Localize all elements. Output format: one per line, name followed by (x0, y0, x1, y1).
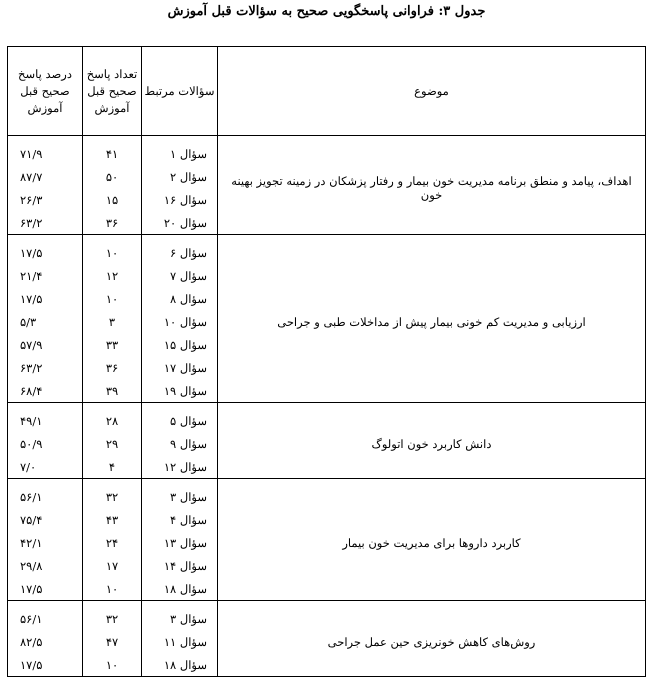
table-caption: جدول ۳: فراوانی پاسخگویی صحیح به سؤالات قبل آموزش (167, 4, 486, 19)
count-cell: ۳۲ (83, 479, 142, 509)
percent-cell: ۷۵/۴ (8, 508, 83, 531)
question-cell: سؤال ۹ (142, 432, 218, 455)
topic-cell: روش‌های کاهش خونریزی حین عمل جراحی (218, 601, 646, 677)
percent-cell: ۲۱/۴ (8, 264, 83, 287)
question-cell: سؤال ۵ (142, 403, 218, 433)
header-topic: موضوع (218, 47, 646, 136)
question-cell: سؤال ۲۰ (142, 211, 218, 235)
count-cell: ۱۷ (83, 554, 142, 577)
topic-cell: ارزیابی و مدیریت کم خونی بیمار پیش از مداخلات طبی و جراحی (218, 235, 646, 403)
percent-cell: ۶۳/۲ (8, 211, 83, 235)
question-cell: سؤال ۴ (142, 508, 218, 531)
table-row (8, 403, 646, 433)
count-cell: ۱۰ (83, 653, 142, 677)
percent-cell: ۸۲/۵ (8, 630, 83, 653)
question-cell: سؤال ۱۸ (142, 653, 218, 677)
percent-cell: ۶۸/۴ (8, 379, 83, 403)
question-cell: سؤال ۱۹ (142, 379, 218, 403)
table-row (8, 235, 646, 265)
table-row (8, 479, 646, 509)
percent-cell: ۱۷/۵ (8, 235, 83, 265)
percent-cell: ۸۷/۷ (8, 165, 83, 188)
question-cell: سؤال ۱۰ (142, 310, 218, 333)
percent-cell: ۲۶/۳ (8, 188, 83, 211)
percent-cell: ۵۶/۱ (8, 601, 83, 631)
count-cell: ۱۵ (83, 188, 142, 211)
header-percent: درصد پاسخ صحیح قبل آموزش (8, 47, 83, 136)
question-cell: سؤال ۲ (142, 165, 218, 188)
count-cell: ۴۷ (83, 630, 142, 653)
table-body (8, 136, 646, 677)
percent-cell: ۵/۳ (8, 310, 83, 333)
count-cell: ۱۲ (83, 264, 142, 287)
percent-cell: ۶۳/۲ (8, 356, 83, 379)
header-questions: سؤالات مرتبط (142, 47, 218, 136)
count-cell: ۱۰ (83, 287, 142, 310)
count-cell: ۴ (83, 455, 142, 479)
percent-cell: ۴۲/۱ (8, 531, 83, 554)
question-cell: سؤال ۳ (142, 479, 218, 509)
percent-cell: ۷۱/۹ (8, 136, 83, 166)
question-cell: سؤال ۱۴ (142, 554, 218, 577)
percent-cell: ۱۷/۵ (8, 577, 83, 601)
topic-cell: دانش کاربرد خون اتولوگ (218, 403, 646, 479)
count-cell: ۳ (83, 310, 142, 333)
topic-cell: اهداف، پیامد و منطق برنامه مدیریت خون بیمار و رفتار پزشکان در زمینه تجویز بهینه خون (218, 136, 646, 235)
percent-cell: ۵۷/۹ (8, 333, 83, 356)
question-cell: سؤال ۱۳ (142, 531, 218, 554)
count-cell: ۳۶ (83, 356, 142, 379)
results-table (7, 46, 646, 677)
question-cell: سؤال ۸ (142, 287, 218, 310)
count-cell: ۲۸ (83, 403, 142, 433)
percent-cell: ۲۹/۸ (8, 554, 83, 577)
count-cell: ۲۹ (83, 432, 142, 455)
question-cell: سؤال ۶ (142, 235, 218, 265)
table-row (8, 136, 646, 166)
question-cell: سؤال ۱۲ (142, 455, 218, 479)
count-cell: ۳۳ (83, 333, 142, 356)
percent-cell: ۴۹/۱ (8, 403, 83, 433)
percent-cell: ۵۰/۹ (8, 432, 83, 455)
percent-cell: ۷/۰ (8, 455, 83, 479)
count-cell: ۱۰ (83, 235, 142, 265)
count-cell: ۳۲ (83, 601, 142, 631)
question-cell: سؤال ۱ (142, 136, 218, 166)
count-cell: ۳۹ (83, 379, 142, 403)
count-cell: ۴۳ (83, 508, 142, 531)
header-row (8, 47, 646, 136)
percent-cell: ۱۷/۵ (8, 653, 83, 677)
count-cell: ۳۶ (83, 211, 142, 235)
count-cell: ۵۰ (83, 165, 142, 188)
count-cell: ۴۱ (83, 136, 142, 166)
question-cell: سؤال ۱۷ (142, 356, 218, 379)
percent-cell: ۵۶/۱ (8, 479, 83, 509)
table-row (8, 601, 646, 631)
question-cell: سؤال ۳ (142, 601, 218, 631)
topic-cell: کاربرد داروها برای مدیریت خون بیمار (218, 479, 646, 601)
percent-cell: ۱۷/۵ (8, 287, 83, 310)
header-count: تعداد پاسخ صحیح قبل آموزش (83, 47, 142, 136)
question-cell: سؤال ۱۵ (142, 333, 218, 356)
count-cell: ۲۴ (83, 531, 142, 554)
question-cell: سؤال ۱۶ (142, 188, 218, 211)
question-cell: سؤال ۷ (142, 264, 218, 287)
question-cell: سؤال ۱۱ (142, 630, 218, 653)
count-cell: ۱۰ (83, 577, 142, 601)
question-cell: سؤال ۱۸ (142, 577, 218, 601)
